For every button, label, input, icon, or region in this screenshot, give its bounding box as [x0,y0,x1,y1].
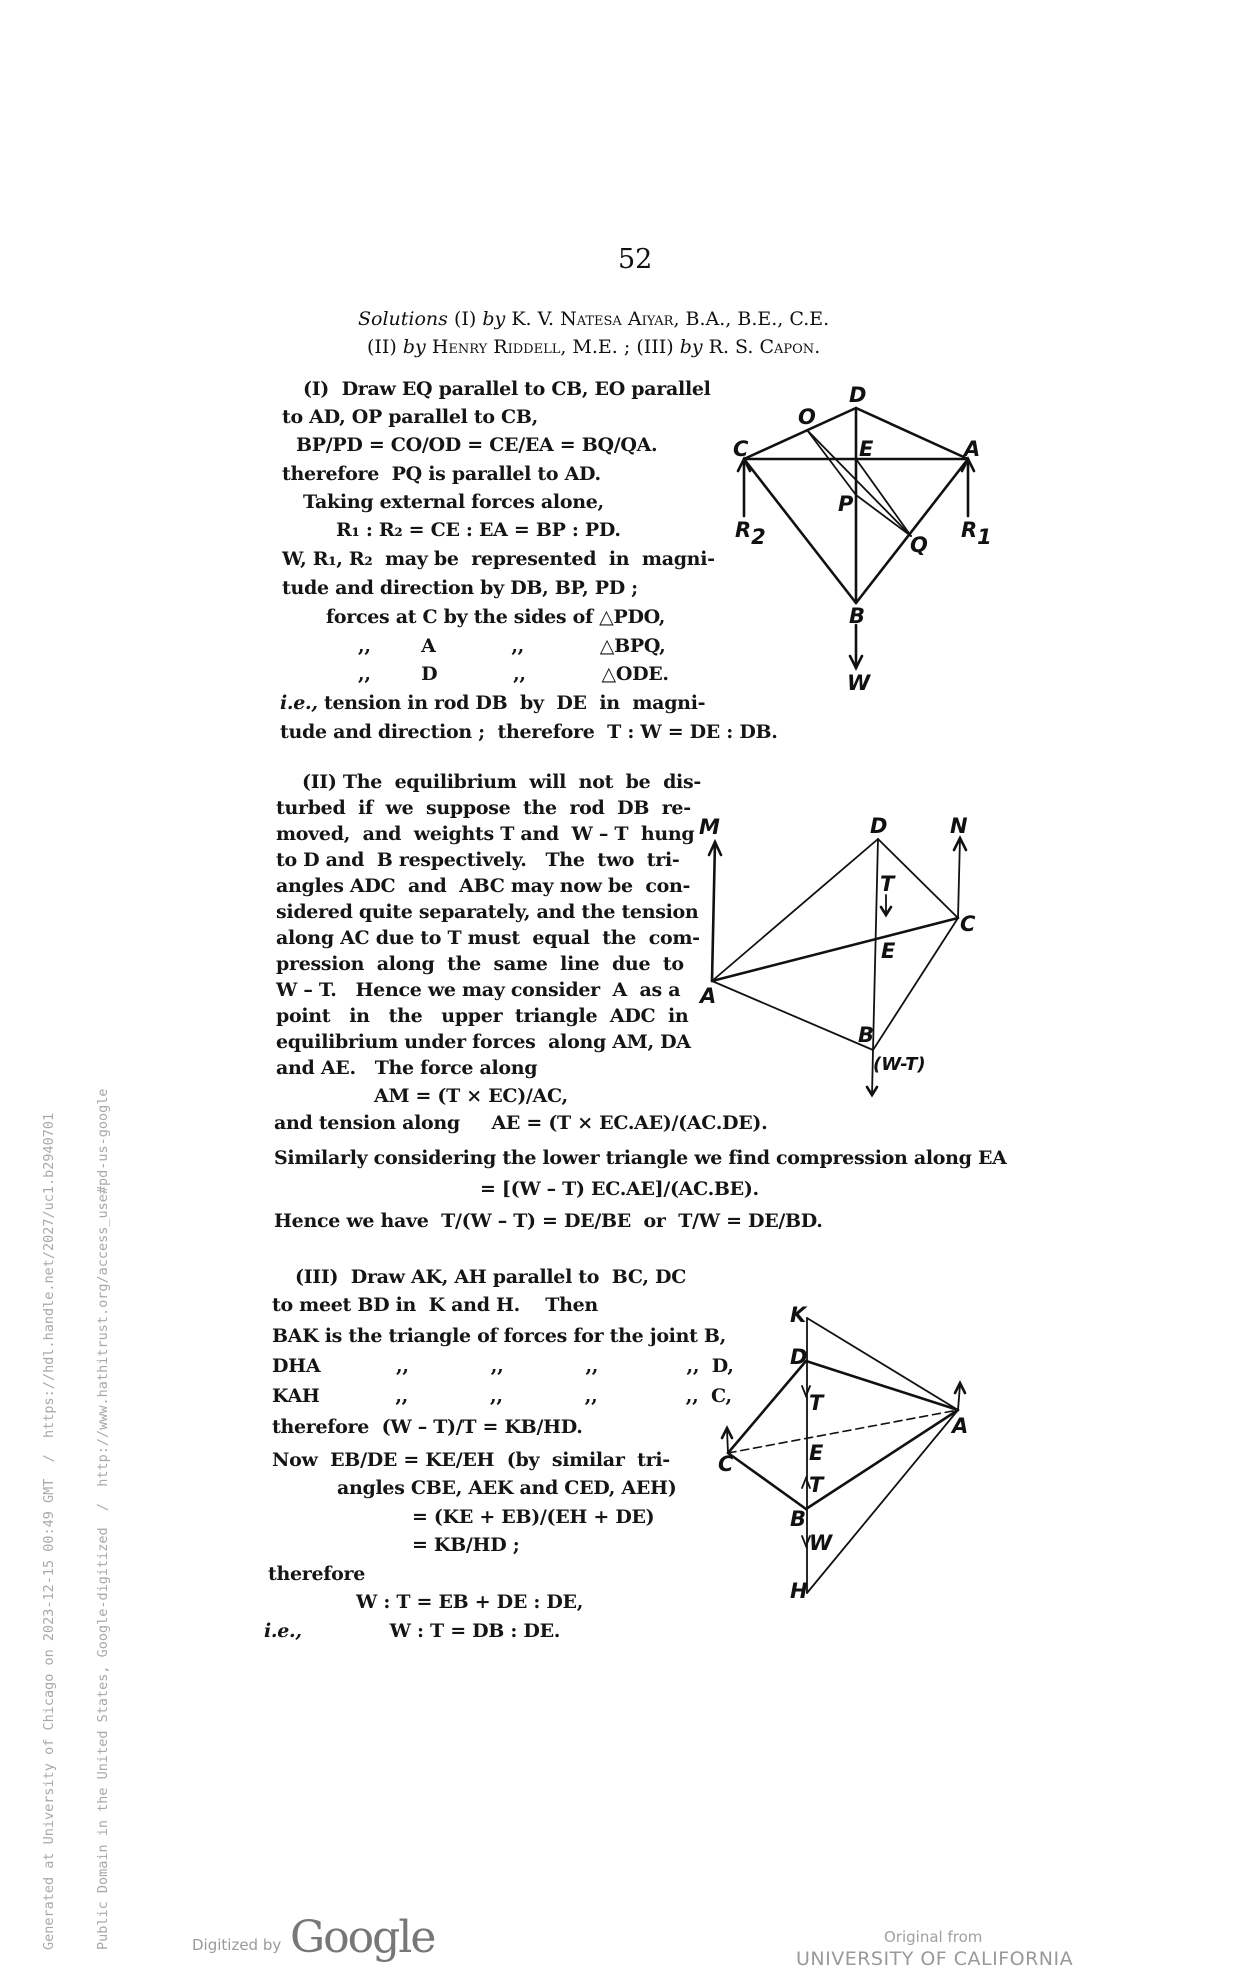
equation-line: = KB/HD ; [412,1534,520,1556]
label-C: C [960,912,976,936]
text-line: to meet BD in K and H. Then [272,1294,598,1316]
label-H: H [790,1579,808,1603]
equation-line: and tension along AE = (T × EC.AE)/(AC.DE). [274,1112,768,1134]
label-C: C [718,1452,734,1476]
text-line: R₁ : R₂ = CE : EA = BP : PD. [336,519,621,541]
label-A: A [952,1414,969,1438]
text-line: and AE. The force along [276,1057,538,1079]
label-T-lower: T [809,1473,824,1497]
label-W-minus-T: (W-T) [873,1054,926,1075]
label-W: W [809,1531,833,1555]
line-HA [807,1410,958,1593]
label-O: O [798,405,816,429]
label-D: D [849,383,867,407]
by-label: by [679,336,703,358]
text-line: (I) Draw EQ parallel to CB, EO parallel [303,378,711,400]
university-name: UNIVERSITY OF CALIFORNIA [796,1948,1074,1970]
label-E: E [881,939,896,963]
digitized-by-label: Digitized by [192,1936,282,1954]
google-logo: Google [290,1912,435,1963]
text-line: therefore (W – T)/T = KB/HD. [272,1416,583,1438]
author-name: R. S. Capon [708,336,815,358]
watermark-line-2: Public Domain in the United States, Google-digitized / http://www.hathitrust.org/access_use#pd-us-google [95,1088,111,1950]
text-line: sidered quite separately, and the tension [276,901,699,923]
label-E: E [809,1441,824,1465]
text-line: equilibrium under forces along AM, DA [276,1031,691,1053]
label-N: N [950,814,968,838]
author-name: K. V. Natesa Aiyar [511,308,674,330]
label-D: D [870,814,888,838]
text-line: tude and direction by DB, BP, PD ; [282,577,638,599]
text-line: W, R₁, R₂ may be represented in magni- [282,548,715,570]
text-line: ,, A ,, △BPQ, [358,635,666,657]
fig3-lines [722,1318,965,1593]
text-line: ,, D ,, △ODE. [358,663,669,685]
text-line: W – T. Hence we may consider A as a [276,979,681,1001]
equation-line: AM = (T × EC)/AC, [374,1085,568,1107]
text-line: therefore PQ is parallel to AD. [282,463,601,485]
label-subscript: 1 [977,525,992,549]
text-line: forces at C by the sides of △PDO, [326,606,666,628]
text-line: DHA ,, ,, ,, ,, D, [272,1355,734,1377]
text-span: tension in rod DB by DE in magni- [323,692,706,714]
label-B: B [849,604,866,628]
hathitrust-watermark [4,1088,148,1950]
line-CB [728,1453,806,1509]
label-D: D [790,1345,808,1369]
equation-line: = [(W – T) EC.AE]/(AC.BE). [480,1178,759,1200]
text-line: along AC due to T must equal the com- [276,927,700,949]
label-T-upper: T [809,1391,824,1415]
label-P: P [838,492,854,516]
ie-abbreviation: i.e., [280,692,318,714]
arrow-C-up [727,1430,728,1453]
text-line: turbed if we suppose the rod DB re- [276,797,691,819]
text-line: point in the upper triangle ADC in [276,1005,689,1027]
watermark-line-1: Generated at University of Chicago on 2023-12-15 00:49 GMT / https://hdl.handle.net/2027/uc1.b2940701 [41,1112,57,1950]
label-B: B [858,1023,875,1047]
original-from-label: Original from [884,1928,983,1946]
text-line: BAK is the triangle of forces for the joint B, [272,1325,726,1347]
label-B: B [790,1507,807,1531]
equation-line: W : T = EB + DE : DE, [356,1591,584,1613]
line-DC [728,1361,806,1453]
numeral: (III) [636,336,674,358]
text-line: Similarly considering the lower triangle we find compression along EA [274,1147,1007,1169]
text-line: therefore [268,1563,366,1585]
line-KA [807,1318,958,1410]
label-A: A [700,984,717,1008]
punctuation: . [814,336,821,358]
text-line: angles CBE, AEK and CED, AEH) [337,1477,677,1499]
text-line: moved, and weights T and W – T hung [276,823,695,845]
label-M: M [699,815,720,839]
fig3-labels [718,1303,968,1603]
label-R: R [735,518,752,542]
ie-abbreviation: i.e., [264,1620,302,1642]
label-A: A [964,437,981,461]
label-W: W [847,671,871,695]
text-line: KAH ,, ,, ,, ,, C, [272,1385,732,1407]
line-DA [806,1361,958,1410]
text-line: (III) Draw AK, AH parallel to BC, DC [295,1266,687,1288]
text-line: (II) The equilibrium will not be dis- [302,771,701,793]
text-line: angles ADC and ABC may now be con- [276,875,691,897]
label-C: C [733,437,749,461]
label-K: K [790,1303,807,1327]
text-line: Taking external forces alone, [303,491,604,513]
solutions-label: Solutions [358,308,448,330]
text-line: to AD, OP parallel to CB, [282,406,538,428]
label-Q: Q [910,533,928,557]
label-subscript: 2 [751,525,766,549]
author-credentials: , B.A., B.E., C.E. [673,308,830,330]
numeral: (II) [367,336,397,358]
label-T: T [880,872,895,896]
text-line: to D and B respectively. The two tri- [276,849,680,871]
text-line: pression along the same line due to [276,953,684,975]
text-span: W : T = DB : DE. [389,1620,561,1642]
by-label: by [482,308,506,330]
text-line: tude and direction ; therefore T : W = DE : DB. [280,721,778,743]
page-number: 52 [618,244,653,275]
text-line: BP/PD = CO/OD = CE/EA = BQ/QA. [296,434,658,456]
label-E: E [859,437,874,461]
author-name: Henry Riddell [431,336,561,358]
by-label: by [402,336,426,358]
equation-line: Hence we have T/(W – T) = DE/BE or T/W = DE/BD. [274,1210,823,1232]
author-credentials: , M.E. ; [560,336,631,358]
equation-line: = (KE + EB)/(EH + DE) [412,1506,655,1528]
numeral: (I) [453,308,477,330]
label-R: R [961,518,978,542]
text-line: Now EB/DE = KE/EH (by similar tri- [272,1449,670,1471]
